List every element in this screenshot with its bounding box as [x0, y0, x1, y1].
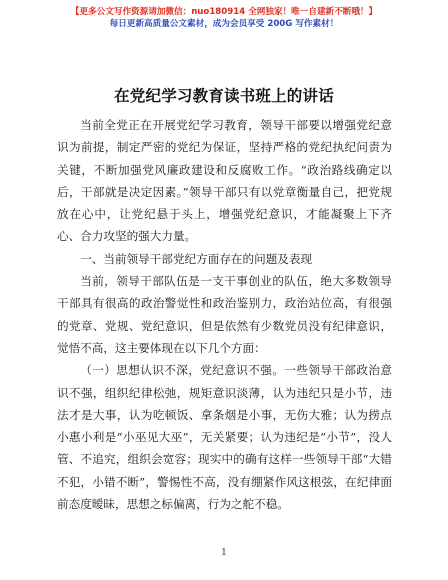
promo-banner	[0, 6, 448, 30]
promo-banner-line-2: 每日更新高质量公文素材，成为会员享受 200G 写作素材！	[109, 19, 339, 29]
promo-banner-line-1: 【更多公文写作资源请加微信：nuo180914 全网独家！唯一自建新不断哦！】	[70, 7, 378, 17]
section-heading-1: 一、当前领导干部党纪方面存在的问题及表现	[80, 251, 313, 266]
paragraph-point-1: （一）思想认识不深，党纪意识不强。一些领导干部政治意识不强，组织纪律松弛，规矩意识淡薄，认为违纪只是小节，违法才是大事，认为吃顿饭、拿条烟是小事，无伤大雅；认为捞点小惠小利是“小巫见大巫”，无关紧要；认为违纪是“小节”，没人管、不追究，组织会宽容；现实中的确有这样一些领导干部“大错不犯，小错不断”，警惕性不高，没有绷紧作风这根弦，在纪律面前态度暧昧，思想之标偏离，行为之舵不稳。	[57, 363, 392, 512]
document-title: 在党纪学习教育读书班上的讲话	[114, 87, 334, 105]
paragraph-overview: 当前，领导干部队伍是一支干事创业的队伍，绝大多数领导干部具有很高的政治警觉性和政治鉴别力，政治站位高，有很强的党章、党规、党纪意识，但是依然有少数党员没有纪律意识，觉悟不高，这主要体现在以下几个方面：	[57, 274, 392, 355]
document-body	[57, 114, 392, 515]
page-number: 1	[221, 548, 227, 558]
paragraph-intro: 当前全党正在开展党纪学习教育，领导干部要以增强党纪意识为前提，制定严密的党纪为保证，坚持严格的党纪执纪问责为关键，不断加强党风廉政建设和反腐败工作。“政治路线确定以后，干部就是决定因素。”领导干部只有以党章衡量自己，把党规放在心中，让党纪悬于头上，增强党纪意识，才能凝聚上下齐心、合力攻坚的强大力量。	[57, 118, 392, 244]
